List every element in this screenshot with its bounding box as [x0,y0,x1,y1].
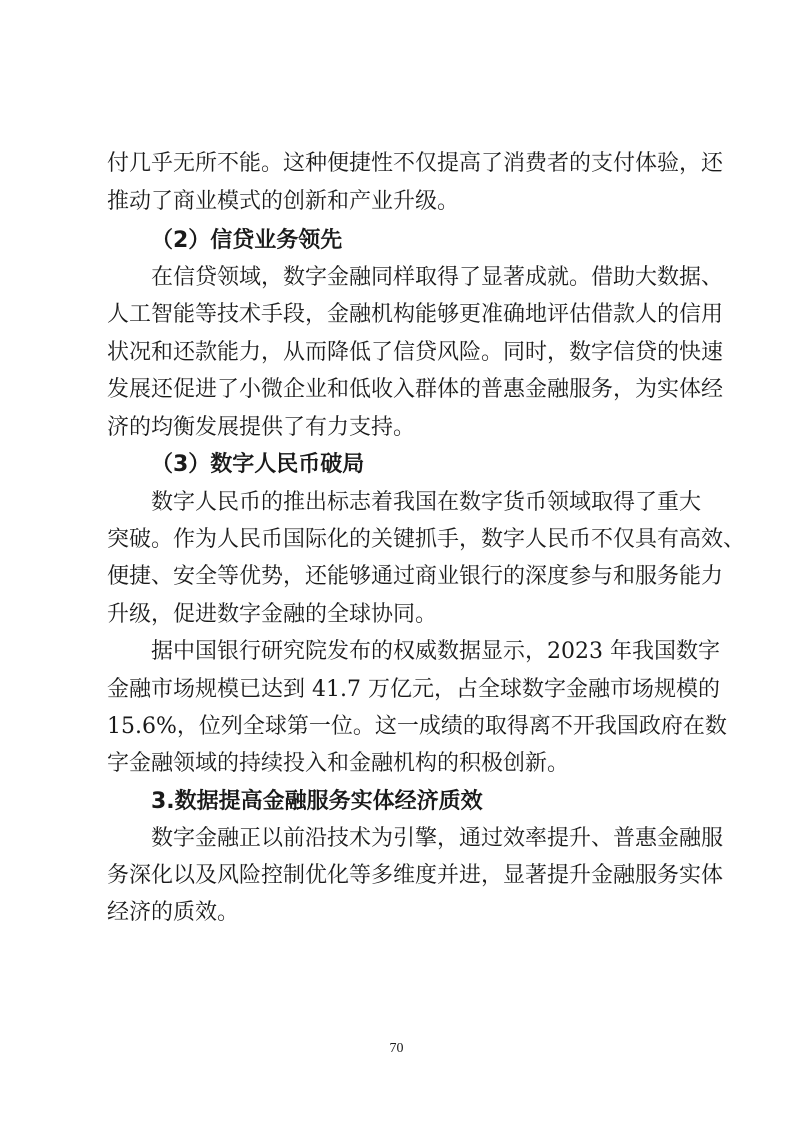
text-line: 发展还促进了小微企业和低收入群体的普惠金融服务，为实体经 [107,377,724,402]
text-line: 升级，促进数字金融的全球协同。 [107,602,438,627]
section-heading: （3）数字人民币破局 [151,452,365,477]
page-number: 70 [389,1041,404,1056]
text-line: 便捷、安全等优势，还能够通过商业银行的深度参与和服务能力 [107,564,724,589]
text-line: 状况和还款能力，从而降低了信贷风险。同时，数字信贷的快速 [107,340,724,365]
text-line: 据中国银行研究院发布的权威数据显示，2023 年我国数字 [151,639,720,664]
text-line: 字金融领域的持续投入和金融机构的积极创新。 [107,751,570,776]
text-line: 务深化以及风险控制优化等多维度并进，显著提升金融服务实体 [107,863,724,888]
text-line: 数字金融正以前沿技术为引擎，通过效率提升、普惠金融服 [151,826,724,851]
text-line: 经济的质效。 [107,900,240,925]
text-line: 数字人民币的推出标志着我国在数字货币领域取得了重大 [151,490,702,515]
text-line: 金融市场规模已达到 41.7 万亿元，占全球数字金融市场规模的 [107,677,720,702]
text-line: 突破。作为人民币国际化的关键抓手，数字人民币不仅具有高效、 [107,527,746,552]
text-line: 在信贷领域，数字金融同样取得了显著成就。借助大数据、 [151,265,724,290]
text-line: 推动了商业模式的创新和产业升级。 [107,189,460,214]
section-heading: 3.数据提高金融服务实体经济质效 [151,789,483,814]
text-line: 付几乎无所不能。这种便捷性不仅提高了消费者的支付体验，还 [107,151,724,176]
section-heading: （2）信贷业务领先 [151,228,343,253]
text-line: 济的均衡发展提供了有力支持。 [107,415,416,440]
text-line: 人工智能等技术手段，金融机构能够更准确地评估借款人的信用 [107,302,724,327]
text-line: 15.6%，位列全球第一位。这一成绩的取得离不开我国政府在数 [107,714,727,739]
